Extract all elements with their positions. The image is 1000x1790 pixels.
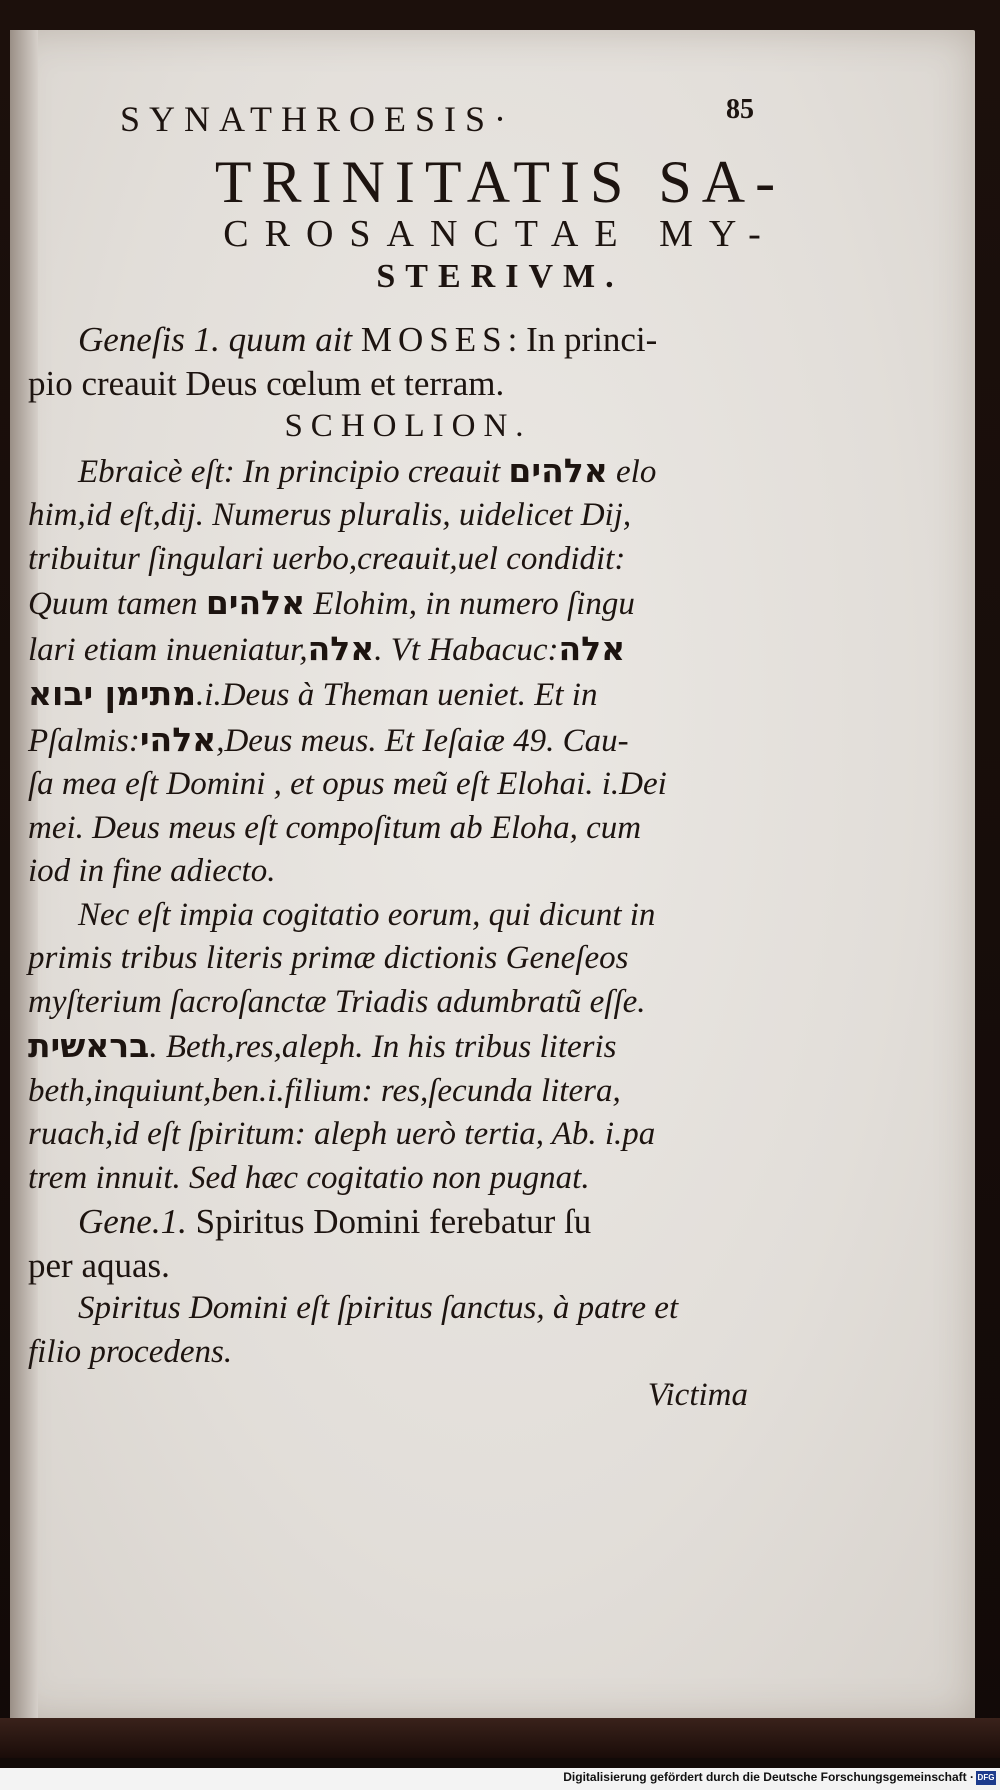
text-line: per aquas. <box>28 1245 170 1285</box>
text-line: ,Deus meus. Et Ieſaiæ 49. Cau- <box>216 722 629 759</box>
verse-speaker: MOSES <box>360 320 508 359</box>
text-line: Elohim, in numero ſingu <box>305 586 635 622</box>
text-line: Spiritus Domini ferebatur ſu <box>186 1202 592 1241</box>
catchword: Victima <box>647 1377 748 1413</box>
hebrew-word: אלהים <box>508 450 608 490</box>
text-line: Quum tamen <box>28 586 206 622</box>
text-line: beth,inquiunt,ben.i.filium: res,ſecunda litera, <box>28 1072 621 1109</box>
title-line-2: CROSANCTAE MY- <box>223 213 777 255</box>
text-line: Spiritus Domini eſt ſpiritus ſanctus, à patre et <box>78 1290 679 1326</box>
hebrew-word: אלהי <box>139 719 217 759</box>
trinity-letters-paragraph <box>28 894 748 1201</box>
text-line: filio procedens. <box>28 1333 233 1370</box>
text-line: iod in fine adiecto. <box>28 853 276 889</box>
scholion-paragraph <box>28 449 748 894</box>
hebrew-word: אלהים <box>205 583 306 622</box>
footer-credit: Digitalisierung gefördert durch die Deutsche Forschungsgemeinschaft · <box>563 1770 974 1784</box>
text-line: trem innuit. Sed hæc cogitatio non pugnat. <box>28 1159 590 1196</box>
text-line: ſa mea eſt Domini , et opus meũ eſt Elohai. i.Dei <box>28 766 667 802</box>
text-line: ruach,id eſt ſpiritum: aleph uerò tertia, Ab. i.pa <box>28 1116 656 1152</box>
spiritus-paragraph <box>28 1287 748 1374</box>
verse-genesis-1-1 <box>28 318 748 405</box>
hebrew-phrase: מתימן יבוא <box>28 674 197 713</box>
text-line: mei. Deus meus eſt compoſitum ab Eloha, cum <box>28 809 642 846</box>
text-line: Ebraicè eſt: In principio creauit <box>78 453 509 490</box>
hebrew-word-bereshit: בראשית <box>28 1026 150 1065</box>
hebrew-word: אלה <box>558 628 626 668</box>
verse-text-2: pio creauit Deus cœlum et terram. <box>28 363 505 403</box>
text-line: Pſalmis: <box>28 722 140 759</box>
verse-text-1: : In princi- <box>507 320 658 359</box>
text-line: elo <box>607 453 657 490</box>
text-line: myſterium ſacroſanctæ Triadis adumbratũ eſſe. <box>28 983 646 1020</box>
text-line: primis tribus literis primæ dictionis Geneſeos <box>28 940 629 976</box>
title-line-3: STERIVM. <box>376 258 624 295</box>
text-line: . Beth,res,aleph. In his tribus literis <box>149 1029 617 1065</box>
text-line: .i.Deus à Theman ueniet. Et in <box>196 677 598 713</box>
text-line: him,id eſt,dij. Numerus pluralis, uidelicet Dij, <box>28 497 632 533</box>
verse-ref: Gene.1. <box>78 1202 187 1241</box>
text-line: . Vt Habacuc: <box>374 631 559 668</box>
text-line: Nec eſt impia cogitatio eorum, qui dicunt in <box>78 896 656 933</box>
dfg-logo: DFG <box>976 1771 996 1785</box>
running-head: SYNATHROESIS· <box>120 99 516 139</box>
text-line: tribuitur ſingulari uerbo,creauit,uel condidit: <box>28 540 626 577</box>
page-number: 85 <box>726 94 754 125</box>
verse-ref: Geneſis 1. quum ait <box>78 320 353 359</box>
hebrew-word: אלה <box>307 628 375 668</box>
scholion-heading: SCHOLION. <box>284 408 532 444</box>
page-bottom-edge <box>0 1718 1000 1758</box>
text-line: lari etiam inueniatur, <box>28 631 308 668</box>
title-line-1: TRINITATIS SA- <box>214 149 786 215</box>
page-body <box>28 318 748 1418</box>
verse-genesis-1-2 <box>28 1200 748 1287</box>
